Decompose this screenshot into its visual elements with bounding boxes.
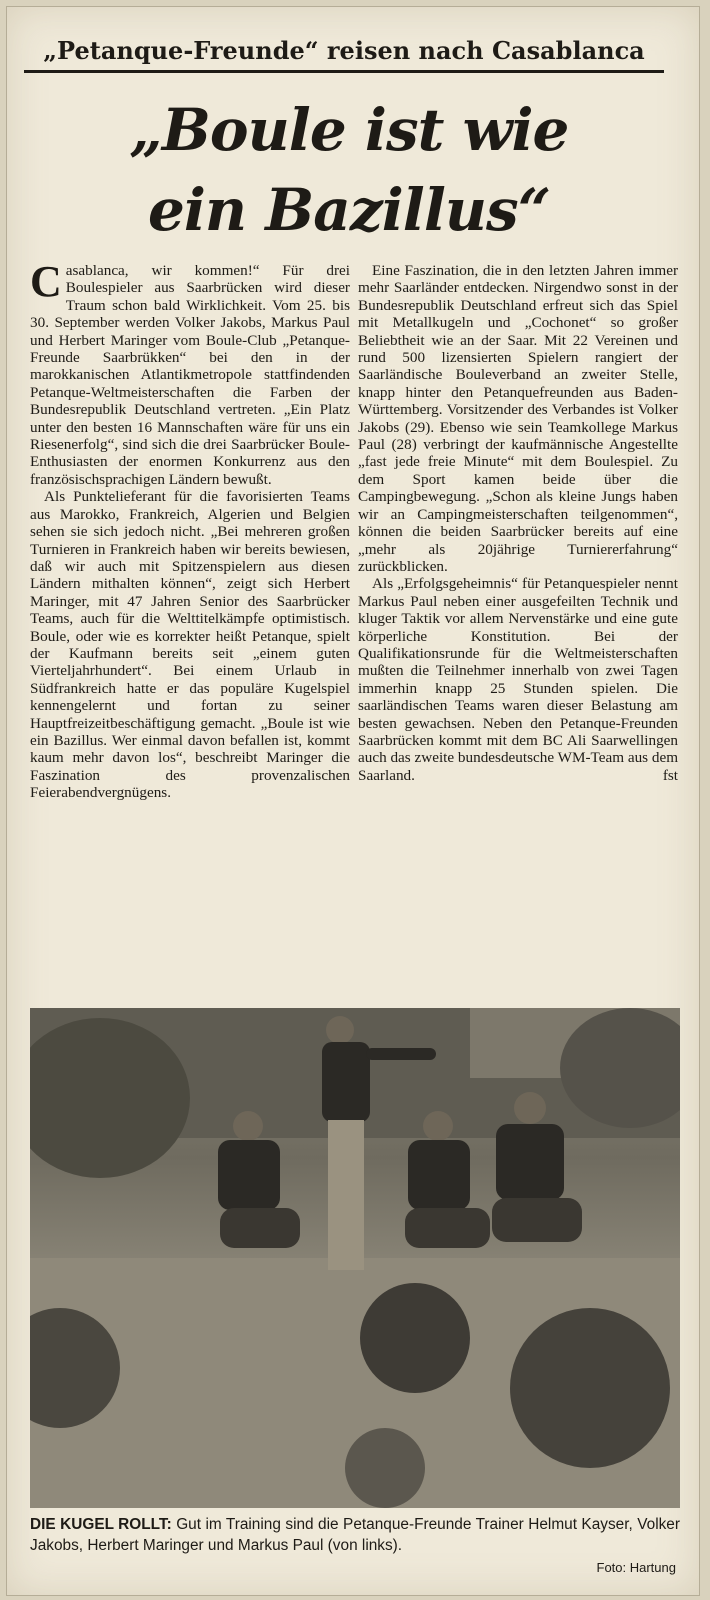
caption-text: Gut im Training sind die Petanque-Freunde Trainer Helmut Kayser, Volker Jakobs, Herbert Maringer und Markus Paul (von links).: [30, 1516, 680, 1554]
paragraph-text: asablanca, wir kommen!“ Für drei Boulespieler aus Saarbrücken wird dieser Traum schon bald Wirklichkeit. Vom 25. bis 30. September werden Volker Jakobs, Markus Paul und Herbert Maringer vom Boule-Club „Petanque-Freunde Saarbrükken“ bei den in der marokkanischen Atlantikmetropole stattfindenden Petanque-Weltmeisterschaften die Farben der Bundesrepublik Deutschland vertreten. „Ein Platz unter den besten 16 Mannschaften wäre für uns ein Riesenerfolg“, sind sich die drei Saarbrücker Boule-Enthusiasten der enormen Konkurrenz aus den französischsprachigen Ländern bewußt.: [30, 262, 350, 488]
photo-caption: [30, 1514, 680, 1556]
paragraph: [30, 257, 350, 488]
boule-ball: [345, 1428, 425, 1508]
paragraph: Eine Faszination, die in den letzten Jahren immer mehr Saarländer entdecken. Nirgendwo sonst in der Bundesrepublik Deutschland erfreut sich das Spiel mit Metallkugeln und „Cochonet“ so großer Beliebtheit wie an der Saar. Mit 22 Vereinen und rund 500 lizensierten Spielern rangiert der Saarländische Bouleverband an zweiter Stelle, knapp hinter den Petanquefreunden aus Baden-Württemberg. Vorsitzender des Verbandes ist Volker Jakobs (29). Ebenso wie sein Teamkollege Markus Paul (28) verbringt der kaufmännische Angestellte „fast jede freie Minute“ mit dem Boulespiel. Zu dem Sport kamen beide über die Campingbewegung. „Schon als kleine Jungs haben wir an Campingmeisterschaften teilgenommen“, können die beiden Saarbrücker bereits auf eine „mehr als 20jährige Turniererfahrung“ zurückblicken.: [358, 262, 678, 575]
author-signature: fst: [662, 767, 678, 785]
photo-credit: Foto: Hartung: [596, 1560, 676, 1575]
paragraph: Als „Erfolgsgeheimnis“ für Petanquespieler nennt Markus Paul neben einer ausgefeilten Technik und kluger Taktik vor allem Nervenstärke und eine gute körperliche Konstitution. Bei der Qualifikationsrunde für die Weltmeisterschaften mußten die Teilnehmer innerhalb von zwei Tagen immerhin knapp 25 Stunden spielen. Die saarländischen Teams waren dieser Belastung am besten gewachsen. Neben den Petanque-Freunden Saarbrücken kommt mit dem BC Ali Saarwellingen auch das zweite bundesdeutsche WM-Team aus dem Saarland.: [358, 575, 679, 784]
caption-lead: DIE KUGEL ROLLT:: [30, 1516, 172, 1533]
paragraph: Als Punktelieferant für die favorisierten Teams aus Marokko, Frankreich, Algerien und Belgien sehen sie sich jedoch nicht. „Bei mehreren großen Turnieren in Frankreich haben wir bereits bewiesen, daß wir auch mit Spitzenspielern aus diesen Ländern mithalten können“, zeigt sich Herbert Maringer, mit 47 Jahren Senior des Saarbrücker Teams, auch für die Welttitelkämpfe optimistisch. Boule, oder wie es korrekter heißt Petanque, spielt der Kaufmann bereits seit „einem guten Vierteljahrhundert“. Bei einem Urlaub in Südfrankreich hatte er das populäre Kugelspiel kennengelernt und fortan zu seiner Hauptfreizeitbeschäftigung gemacht. „Boule ist wie ein Bazillus. Wer einmal davon befallen ist, kommt kaum mehr davon los“, beschreibt Maringer die Faszination des provenzalischen Feierabendvergnügens.: [30, 488, 350, 802]
team-photo: [30, 1008, 680, 1508]
headline-line-1: „Boule ist wie: [129, 96, 569, 164]
drop-cap: C: [30, 257, 62, 306]
headline-line-2: ein Bazillus“: [147, 176, 551, 244]
article-kicker: „Petanque-Freunde“ reisen nach Casablanca: [24, 36, 664, 73]
boule-ball: [360, 1283, 470, 1393]
team-photo-illustration: [30, 1008, 680, 1508]
boule-ball: [510, 1308, 670, 1468]
article-column-right: [358, 262, 678, 785]
article-column-left: [30, 257, 350, 802]
article-headline: [24, 90, 674, 250]
